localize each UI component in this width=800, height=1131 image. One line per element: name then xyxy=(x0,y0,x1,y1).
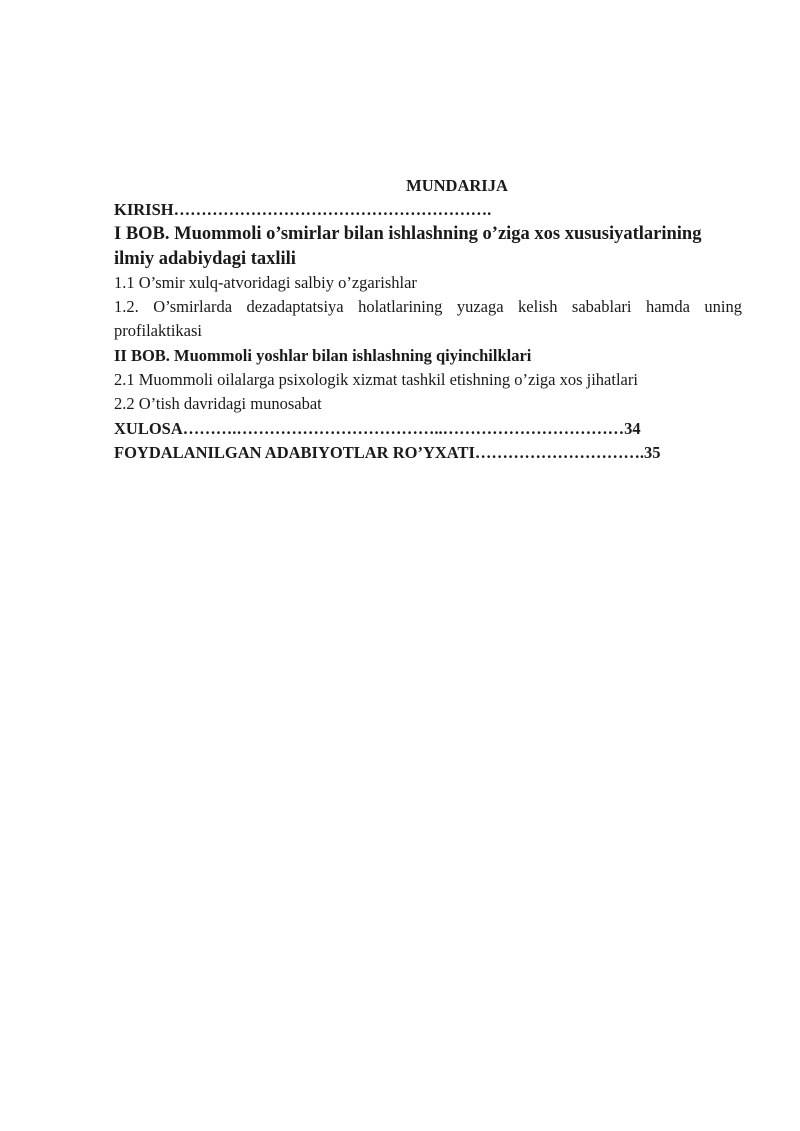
toc-entry-chapter-1: I BOB. Muommoli o’smirlar bilan ishlashning o’ziga xos xususiyatlarining ilmiy adabiydagi taxlili xyxy=(114,224,702,269)
toc-entry-chapter-2: II BOB. Muommoli yoshlar bilan ishlashning qiyinchilklari xyxy=(114,345,532,365)
toc-entry-introduction: KIRISH…………………………………………………. xyxy=(114,200,492,219)
table-of-contents xyxy=(114,174,742,465)
toc-entry-conclusion: XULOSA……….………………………………..……………………………34 xyxy=(114,418,641,438)
toc-entry-references: FOYDALANILGAN ADABIYOTLAR RO’YXATI………………………….35 xyxy=(114,442,661,462)
toc-entry-section-2-2: 2.2 O’tish davridagi munosabat xyxy=(114,394,322,414)
toc-entry-section-1-1: 1.1 O’smir xulq-atvoridagi salbiy o’zgarishlar xyxy=(114,272,417,292)
toc-entry-section-1-2: 1.2. O’smirlarda dezadaptatsiya holatlarining yuzaga kelish sabablari hamda uning profilaktikasi xyxy=(114,297,742,341)
toc-entry-section-2-1: 2.1 Muommoli oilalarga psixologik xizmat tashkil etishning o’ziga xos jihatlari xyxy=(114,370,638,390)
toc-title: MUNDARIJA xyxy=(406,176,508,195)
